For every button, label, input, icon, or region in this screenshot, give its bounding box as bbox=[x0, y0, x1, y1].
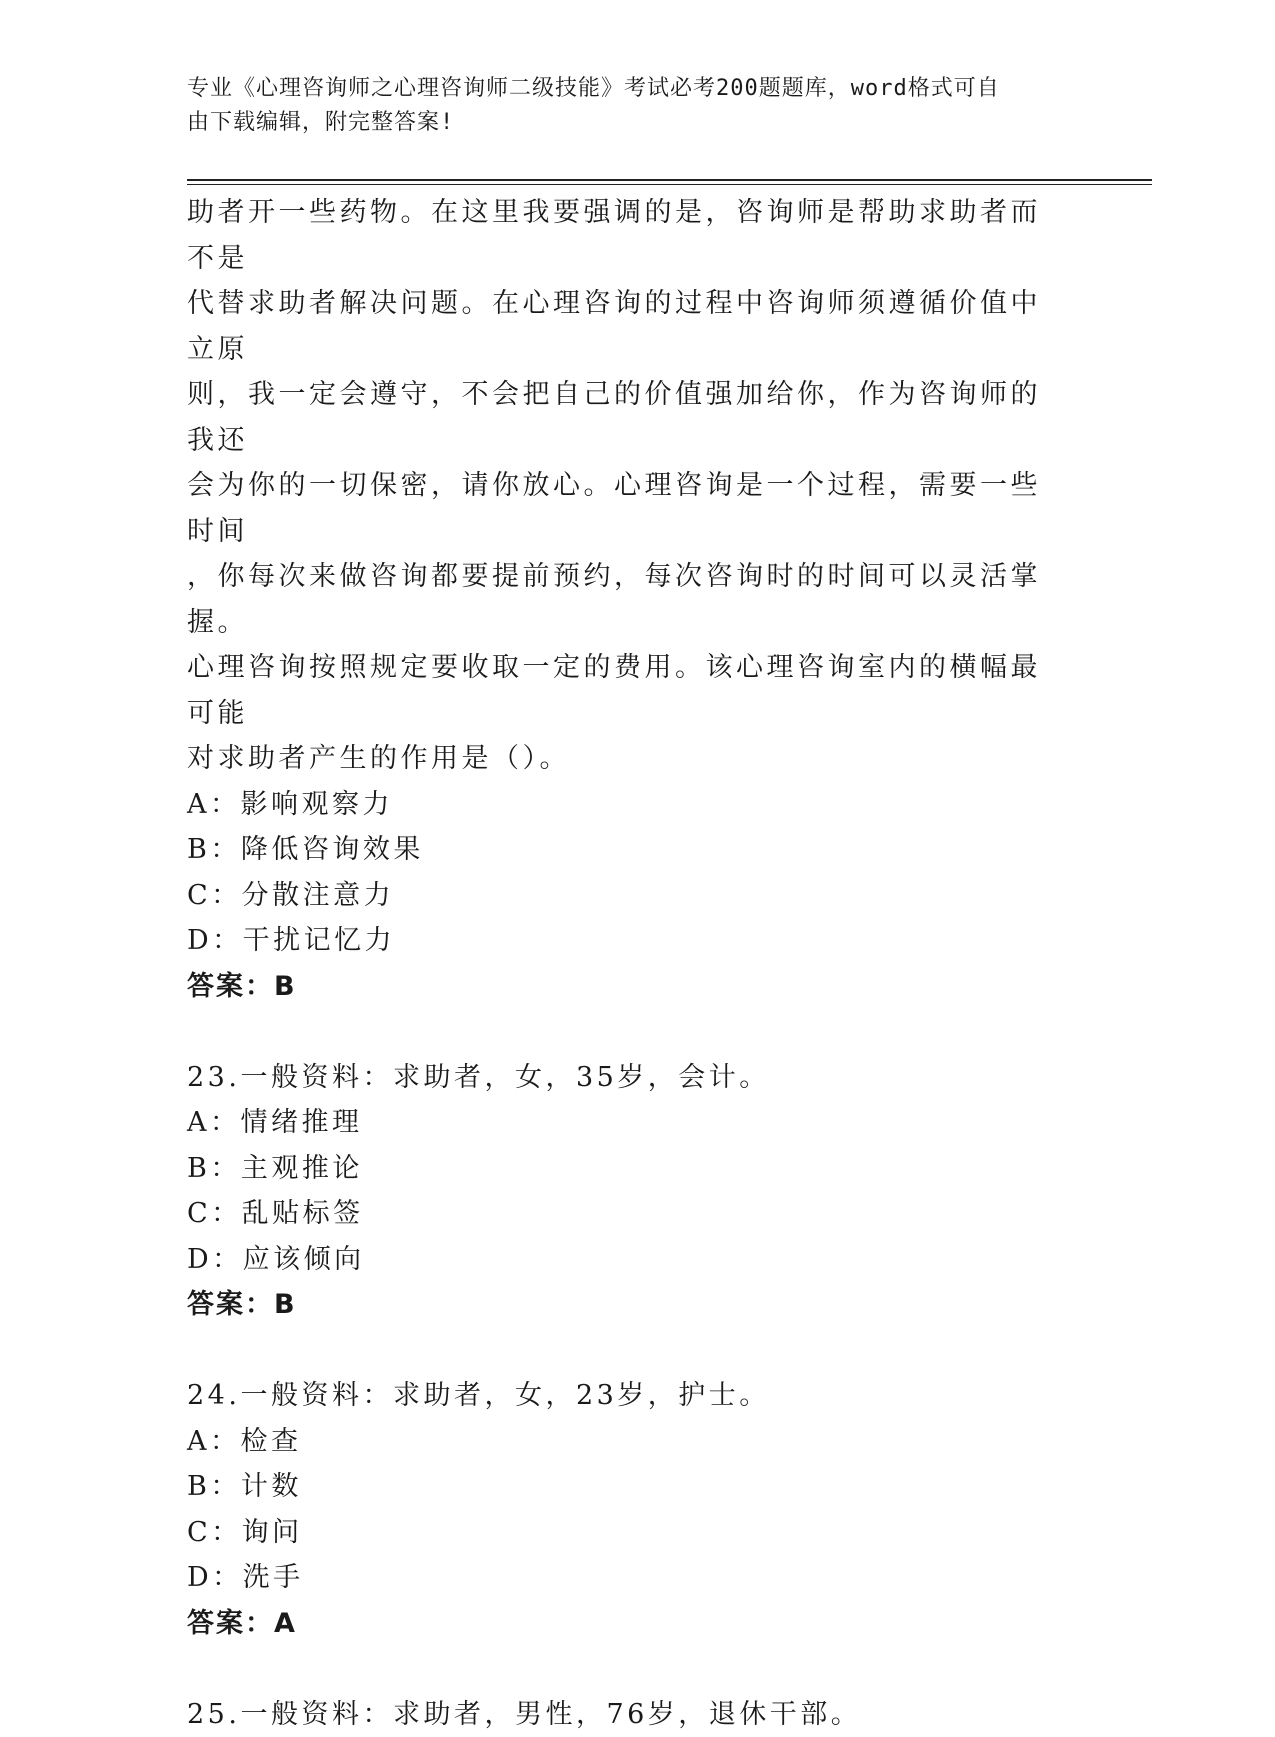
document-body bbox=[187, 190, 1067, 1737]
spacer bbox=[187, 1009, 1067, 1055]
question-24 bbox=[187, 1373, 1067, 1646]
question-stem: 25.一般资料：求助者，男性，76岁，退休干部。 bbox=[187, 1692, 1067, 1737]
question-stem: 24.一般资料：求助者，女，23岁，护士。 bbox=[187, 1373, 1067, 1419]
question-25 bbox=[187, 1692, 1067, 1737]
question-23 bbox=[187, 1055, 1067, 1328]
answer-line: 答案：A bbox=[187, 1601, 1067, 1647]
option-d: D：应该倾向 bbox=[187, 1237, 1067, 1283]
option-b: B：计数 bbox=[187, 1464, 1067, 1510]
spacer bbox=[187, 1328, 1067, 1374]
option-b: B：降低咨询效果 bbox=[187, 827, 1067, 873]
page-header bbox=[187, 72, 1067, 140]
spacer bbox=[187, 1646, 1067, 1692]
option-d: D：洗手 bbox=[187, 1555, 1067, 1601]
question-text-line: 会为你的一切保密，请你放心。心理咨询是一个过程，需要一些时间 bbox=[187, 463, 1067, 554]
option-c: C：乱贴标签 bbox=[187, 1191, 1067, 1237]
header-line-2: 由下载编辑，附完整答案! bbox=[187, 106, 1067, 140]
question-text-line: 心理咨询按照规定要收取一定的费用。该心理咨询室内的横幅最可能 bbox=[187, 645, 1067, 736]
header-divider-thick bbox=[187, 179, 1152, 181]
question-text-line: 对求助者产生的作用是（）。 bbox=[187, 736, 1067, 782]
answer-line: 答案：B bbox=[187, 1282, 1067, 1328]
option-d: D：干扰记忆力 bbox=[187, 918, 1067, 964]
option-c: C：分散注意力 bbox=[187, 873, 1067, 919]
question-stem: 23.一般资料：求助者，女，35岁，会计。 bbox=[187, 1055, 1067, 1101]
question-text-line: 则，我一定会遵守，不会把自己的价值强加给你，作为咨询师的我还 bbox=[187, 372, 1067, 463]
question-text-line: 代替求助者解决问题。在心理咨询的过程中咨询师须遵循价值中立原 bbox=[187, 281, 1067, 372]
header-line-1: 专业《心理咨询师之心理咨询师二级技能》考试必考200题题库，word格式可自 bbox=[187, 72, 1067, 106]
question-22-continued bbox=[187, 190, 1067, 1009]
question-text-line: ，你每次来做咨询都要提前预约，每次咨询时的时间可以灵活掌握。 bbox=[187, 554, 1067, 645]
option-a: A：检查 bbox=[187, 1419, 1067, 1465]
option-c: C：询问 bbox=[187, 1510, 1067, 1556]
answer-line: 答案：B bbox=[187, 964, 1067, 1010]
option-a: A：情绪推理 bbox=[187, 1100, 1067, 1146]
option-a: A：影响观察力 bbox=[187, 782, 1067, 828]
option-b: B：主观推论 bbox=[187, 1146, 1067, 1192]
question-text-line: 助者开一些药物。在这里我要强调的是，咨询师是帮助求助者而不是 bbox=[187, 190, 1067, 281]
header-divider-thin bbox=[187, 184, 1152, 185]
